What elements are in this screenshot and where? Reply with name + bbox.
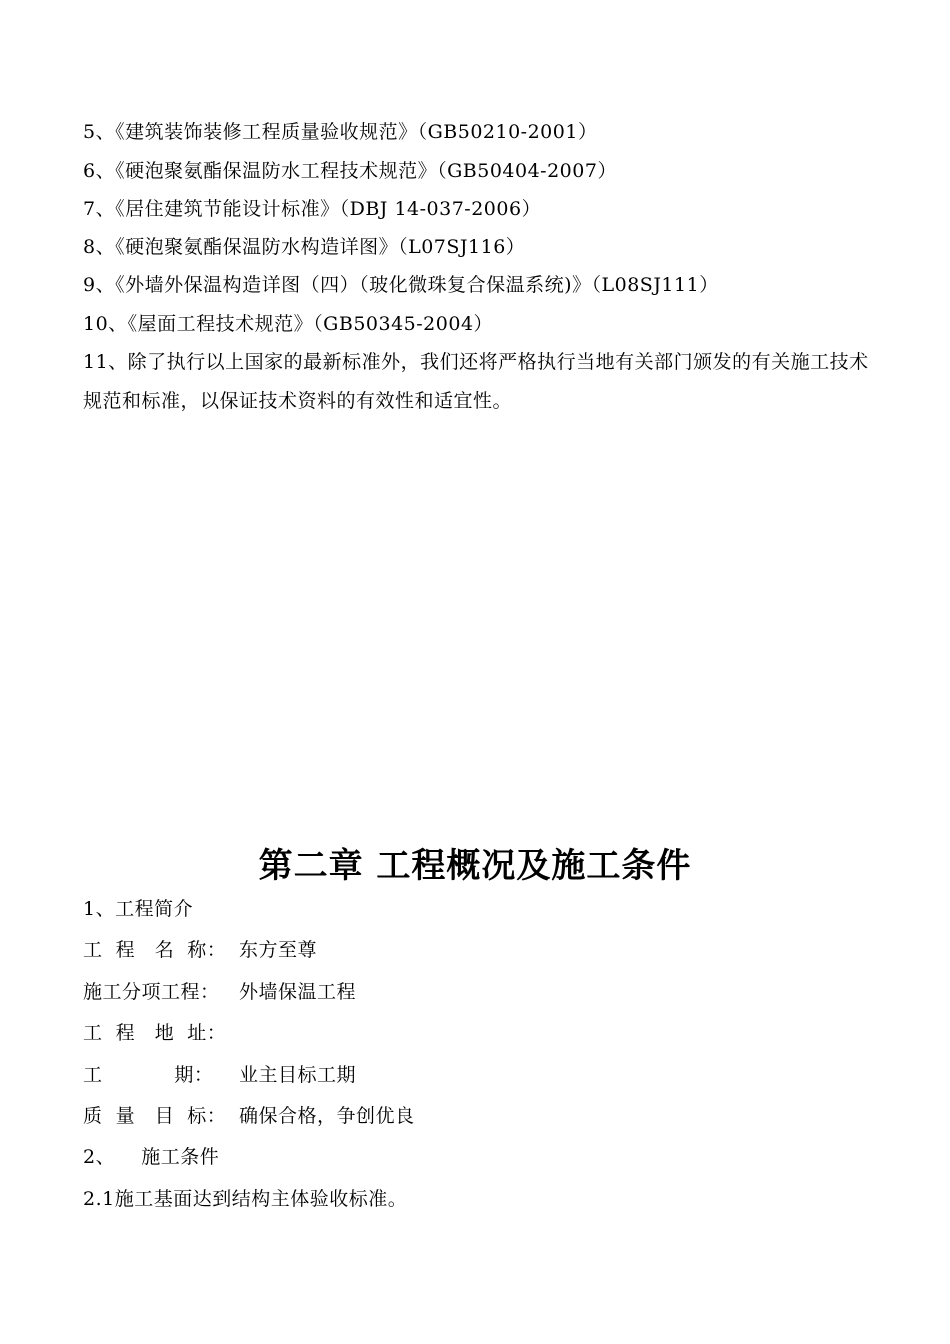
section-item: 2.1施工基面达到结构主体验收标准。	[83, 1188, 408, 1210]
field-value: 业主目标工期	[239, 1064, 357, 1086]
section-heading: 1、工程简介	[83, 898, 194, 920]
field-row-sub-project	[83, 978, 356, 1006]
section-heading: 2、 施工条件	[83, 1146, 220, 1168]
reference-item: 8、《硬泡聚氨酯保温防水构造详图》（L07SJ116）	[83, 236, 526, 258]
reference-item: 7、《居住建筑节能设计标准》（DBJ 14-037-2006）	[83, 198, 542, 220]
field-row-project-name	[83, 936, 317, 964]
field-value: 东方至尊	[239, 939, 318, 961]
field-row-quality-target	[83, 1102, 415, 1130]
reference-item: 5、《建筑装饰装修工程质量验收规范》（GB50210-2001）	[83, 121, 598, 143]
field-row-address	[83, 1019, 239, 1047]
field-label: 工 期：	[83, 1064, 214, 1086]
reference-item-paragraph: 11、除了执行以上国家的最新标准外，我们还将严格执行当地有关部门颁发的有关施工技术规范和标准，以保证技术资料的有效性和适宜性。	[83, 351, 869, 412]
field-label: 施工分项工程：	[83, 981, 220, 1003]
field-label: 质 量 目 标：	[83, 1105, 227, 1127]
chapter-title: 第二章 工程概况及施工条件	[258, 846, 692, 886]
field-label: 工 程 地 址：	[83, 1022, 227, 1044]
field-row-duration	[83, 1061, 356, 1089]
reference-item: 10、《屋面工程技术规范》（GB50345-2004）	[83, 313, 494, 335]
reference-item: 6、《硬泡聚氨酯保温防水工程技术规范》（GB50404-2007）	[83, 160, 617, 182]
field-value: 外墙保温工程	[239, 981, 357, 1003]
field-label: 工 程 名 称：	[83, 939, 227, 961]
field-value: 确保合格，争创优良	[239, 1105, 415, 1127]
reference-item: 9、《外墙外保温构造详图（四）（玻化微珠复合保温系统)》（L08SJ111）	[83, 274, 719, 296]
